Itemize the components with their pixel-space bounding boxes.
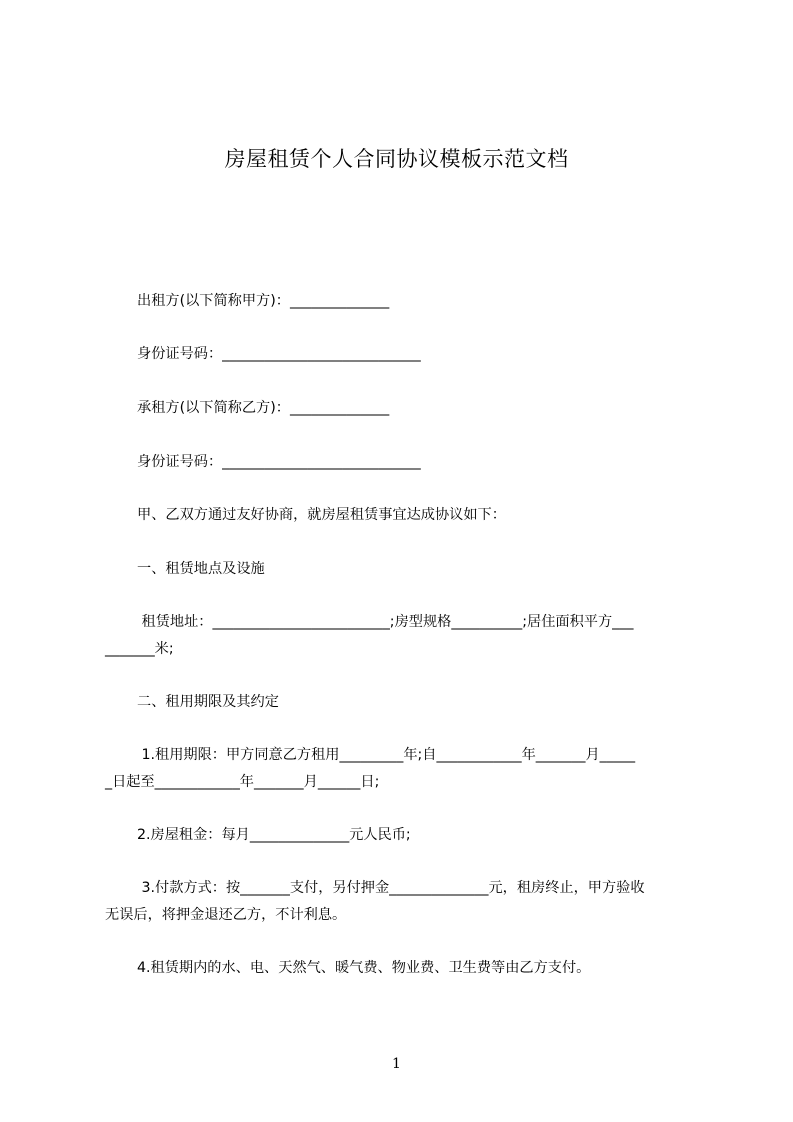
- term-line-1: 1.租用期限：甲方同意乙方租用_________年;自____________年_______月_____: [137, 747, 636, 763]
- lessee-line: 承租方(以下简称乙方)：______________: [137, 400, 390, 416]
- document-title: 房屋租赁个人合同协议模板示范文档: [224, 147, 569, 171]
- intro-paragraph: 甲、乙双方通过友好协商，就房屋租赁事宜达成协议如下：: [137, 507, 506, 523]
- lessor-line: 出租方(以下简称甲方)：______________: [137, 293, 390, 309]
- address-line-2: _______米;: [105, 641, 174, 657]
- utilities-line: 4.租赁期内的水、电、天然气、暖气费、物业费、卫生费等由乙方支付。: [137, 960, 591, 976]
- section-2-heading: 二、租用期限及其约定: [137, 694, 279, 710]
- lessee-id-line: 身份证号码：____________________________: [137, 454, 421, 470]
- rent-line: 2.房屋租金：每月______________元人民币;: [137, 827, 411, 843]
- section-1-heading: 一、租赁地点及设施: [137, 561, 265, 577]
- payment-line-2: 无误后，将押金退还乙方，不计利息。: [105, 907, 347, 923]
- lessor-id-line: 身份证号码：____________________________: [137, 346, 421, 362]
- address-line-1: 租赁地址：_________________________;房型规格__________;居住面积平方___: [137, 614, 634, 630]
- term-line-2: _日起至____________年_______月______日;: [105, 774, 380, 790]
- payment-line-1: 3.付款方式：按_______支付，另付押金______________元，租房终止，甲方验收: [137, 880, 645, 896]
- page-number: 1: [392, 1056, 401, 1072]
